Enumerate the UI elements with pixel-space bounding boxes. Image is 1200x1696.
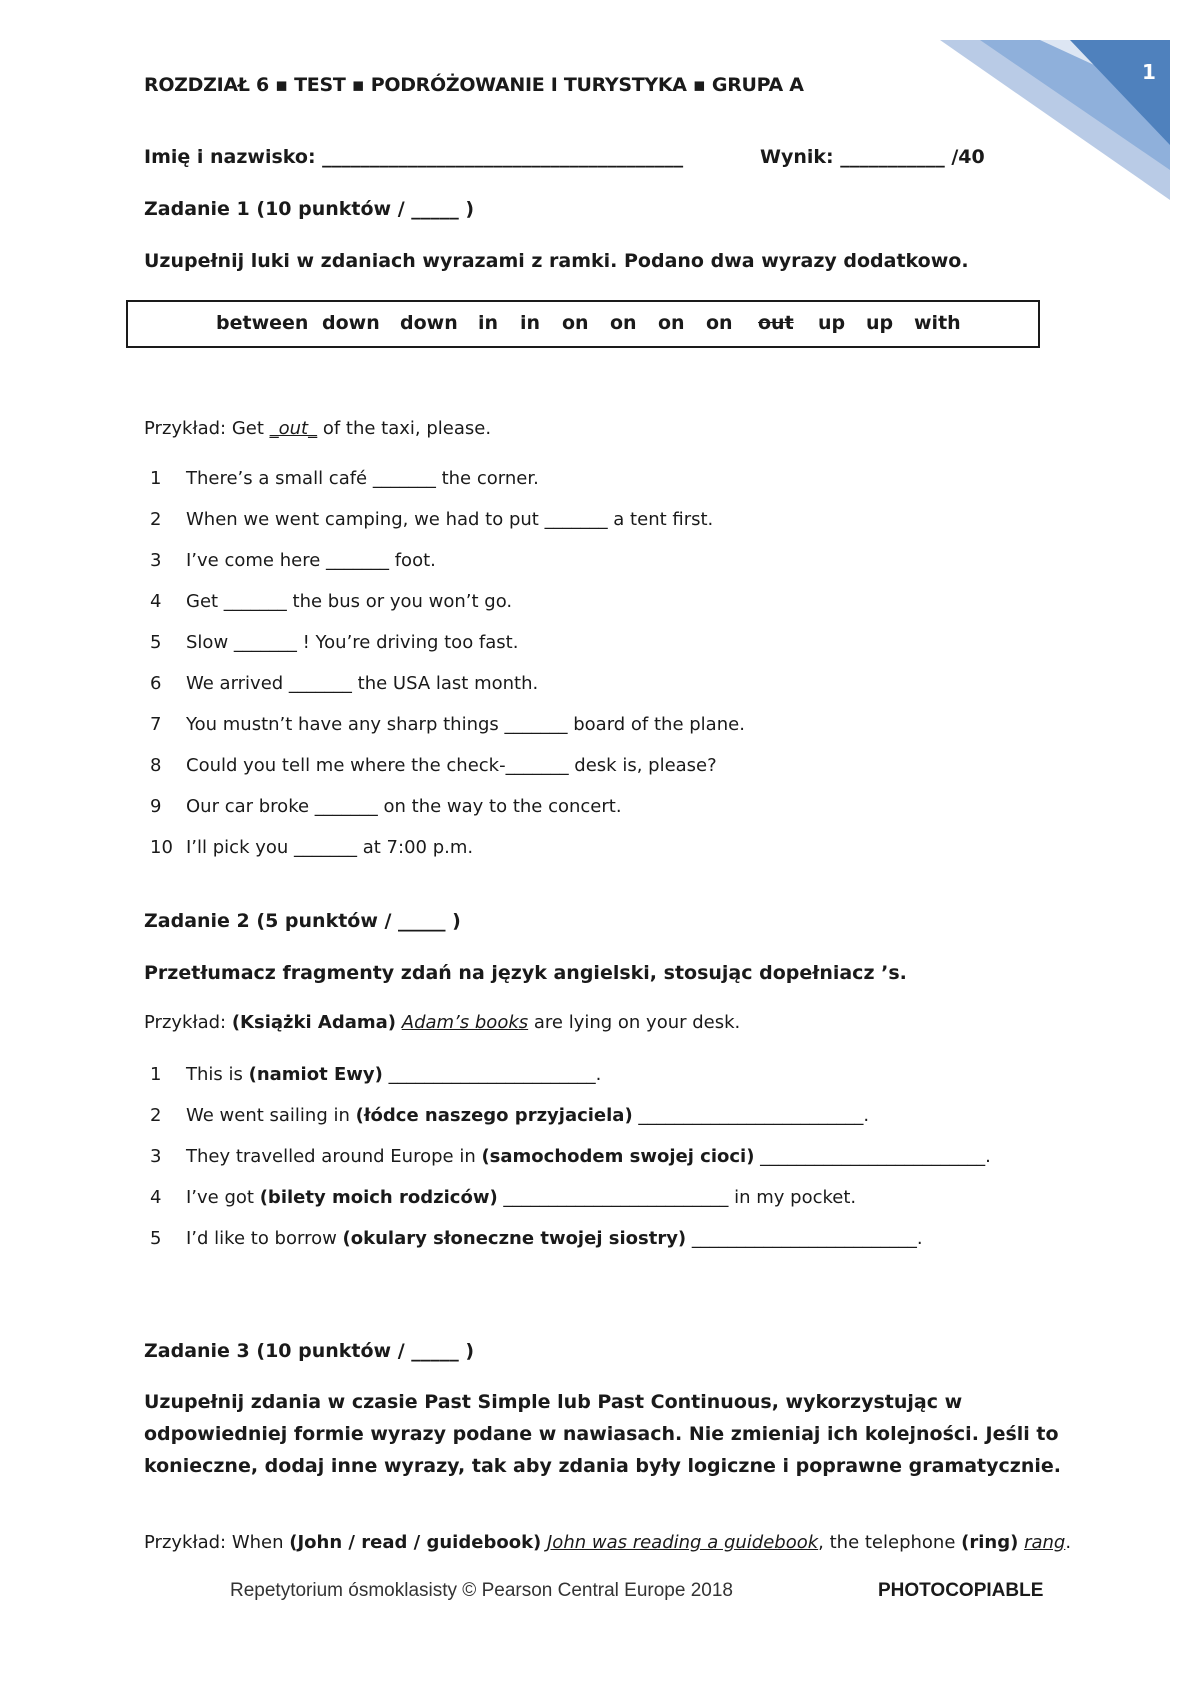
item-text: Could you tell me where the check-_______ desk is, please? (186, 755, 717, 776)
item-pre: They travelled around Europe in (186, 1146, 482, 1167)
footer-photocopiable: PHOTOCOPIABLE (878, 1580, 1044, 1601)
item-pre: This is (186, 1064, 249, 1085)
item-text: Get _______ the bus or you won’t go. (186, 591, 513, 612)
task1-item (144, 837, 473, 863)
task2-item (144, 1105, 869, 1131)
task2-item (144, 1187, 856, 1213)
item-polish: (okulary słoneczne twojej siostry) (342, 1228, 687, 1249)
task2-title: Zadanie 2 (5 punktów / _____ ) (144, 910, 461, 932)
item-number: 4 (150, 591, 162, 612)
example-prefix: Przykład: (144, 1012, 232, 1033)
item-text: I’ve come here _______ foot. (186, 550, 436, 571)
item-polish: (namiot Ewy) (248, 1064, 383, 1085)
example-answer: rang (1024, 1532, 1066, 1553)
task1-example (144, 418, 491, 439)
item-pre: I’ve got (186, 1187, 260, 1208)
item-post: _________________________. (632, 1105, 870, 1126)
item-number: 3 (150, 1146, 162, 1167)
word-box-item: down (322, 312, 380, 334)
task1-item (144, 632, 518, 658)
word-box-item-struck: out (758, 312, 794, 334)
score-line: Wynik: ___________ /40 (760, 146, 985, 168)
page-header: ROZDZIAŁ 6 ▪ TEST ▪ PODRÓŻOWANIE I TURYSTYKA ▪ GRUPA A (144, 74, 804, 96)
task2-item (144, 1146, 991, 1172)
word-box-item: down (400, 312, 458, 334)
example-cue: (ring) (961, 1532, 1019, 1553)
item-number: 3 (150, 550, 162, 571)
task2-instruction: Przetłumacz fragmenty zdań na język angielski, stosując dopełniacz ’s. (144, 962, 907, 984)
task3-title: Zadanie 3 (10 punktów / _____ ) (144, 1340, 475, 1362)
item-post: _______________________. (382, 1064, 602, 1085)
example-cue: (John / read / guidebook) (289, 1532, 542, 1553)
word-box-item: in (520, 312, 541, 334)
example-answer: _out_ (269, 418, 318, 439)
item-number: 5 (150, 1228, 162, 1249)
word-box-item: on (706, 312, 733, 334)
item-text: You mustn’t have any sharp things _______ board of the plane. (186, 714, 745, 735)
example-answer: Adam’s books (401, 1012, 529, 1033)
example-prefix: Przykład: When (144, 1532, 290, 1553)
task1-item (144, 796, 622, 822)
item-number: 2 (150, 1105, 162, 1126)
item-number: 2 (150, 509, 162, 530)
task1-item (144, 468, 539, 494)
item-number: 5 (150, 632, 162, 653)
name-line: Imię i nazwisko: ______________________________________ (144, 146, 684, 168)
example-polish: (Książki Adama) (231, 1012, 397, 1033)
example-answer: John was reading a guidebook (547, 1532, 819, 1553)
item-number: 9 (150, 796, 162, 817)
item-text: There’s a small café _______ the corner. (186, 468, 539, 489)
word-box-item: on (562, 312, 589, 334)
word-box-item: in (478, 312, 499, 334)
item-polish: (bilety moich rodziców) (259, 1187, 498, 1208)
task1-item (144, 550, 436, 576)
task1-item (144, 714, 745, 740)
footer-copyright: Repetytorium ósmoklasisty © Pearson Central Europe 2018 (230, 1580, 733, 1601)
item-text: Slow _______ ! You’re driving too fast. (186, 632, 519, 653)
word-box-item: up (866, 312, 894, 334)
word-box-item: between (216, 312, 309, 334)
item-pre: I’d like to borrow (186, 1228, 343, 1249)
item-number: 1 (150, 1064, 162, 1085)
item-text: We arrived _______ the USA last month. (186, 673, 539, 694)
item-number: 6 (150, 673, 162, 694)
task2-item (144, 1064, 601, 1090)
task1-item (144, 755, 717, 781)
item-polish: (łódce naszego przyjaciela) (355, 1105, 633, 1126)
item-post: _________________________. (754, 1146, 991, 1167)
item-pre: We went sailing in (186, 1105, 356, 1126)
task2-item (144, 1228, 923, 1254)
item-post: _________________________. (686, 1228, 923, 1249)
word-box-item: up (818, 312, 846, 334)
word-box (126, 300, 1040, 348)
item-number: 7 (150, 714, 162, 735)
item-number: 4 (150, 1187, 162, 1208)
item-polish: (samochodem swojej cioci) (481, 1146, 755, 1167)
word-box-item: on (610, 312, 637, 334)
item-number: 1 (150, 468, 162, 489)
task1-item (144, 673, 538, 699)
item-text: Our car broke _______ on the way to the concert. (186, 796, 622, 817)
example-suffix: are lying on your desk. (528, 1012, 741, 1033)
item-number: 8 (150, 755, 162, 776)
item-text: When we went camping, we had to put _______ a tent first. (186, 509, 714, 530)
task3-instruction: Uzupełnij zdania w czasie Past Simple lub Past Continuous, wykorzystując w odpowiedniej formie wyrazy podane w nawiasach. Nie zmieniaj ich kolejności. Jeśli to konieczne, dodaj inne wyrazy, tak aby zdania były logiczne i poprawne gramatycznie. (144, 1391, 1061, 1477)
item-text: I’ll pick you _______ at 7:00 p.m. (186, 837, 474, 858)
word-box-item: with (914, 312, 961, 334)
example-mid: , the telephone (818, 1532, 962, 1553)
task1-item (144, 509, 713, 535)
task1-instruction: Uzupełnij luki w zdaniach wyrazami z ramki. Podano dwa wyrazy dodatkowo. (144, 250, 969, 272)
item-post: _________________________ in my pocket. (497, 1187, 857, 1208)
task2-example (144, 1012, 740, 1033)
example-end: . (1065, 1532, 1072, 1553)
page-number: 1 (1142, 60, 1156, 84)
task1-title: Zadanie 1 (10 punktów / _____ ) (144, 198, 475, 220)
corner-decoration (940, 40, 1170, 200)
example-suffix: of the taxi, please. (317, 418, 492, 439)
task3-example (144, 1532, 1071, 1553)
example-prefix: Przykład: Get (144, 418, 270, 439)
task1-item (144, 591, 512, 617)
word-box-item: on (658, 312, 685, 334)
item-number: 10 (150, 837, 173, 858)
